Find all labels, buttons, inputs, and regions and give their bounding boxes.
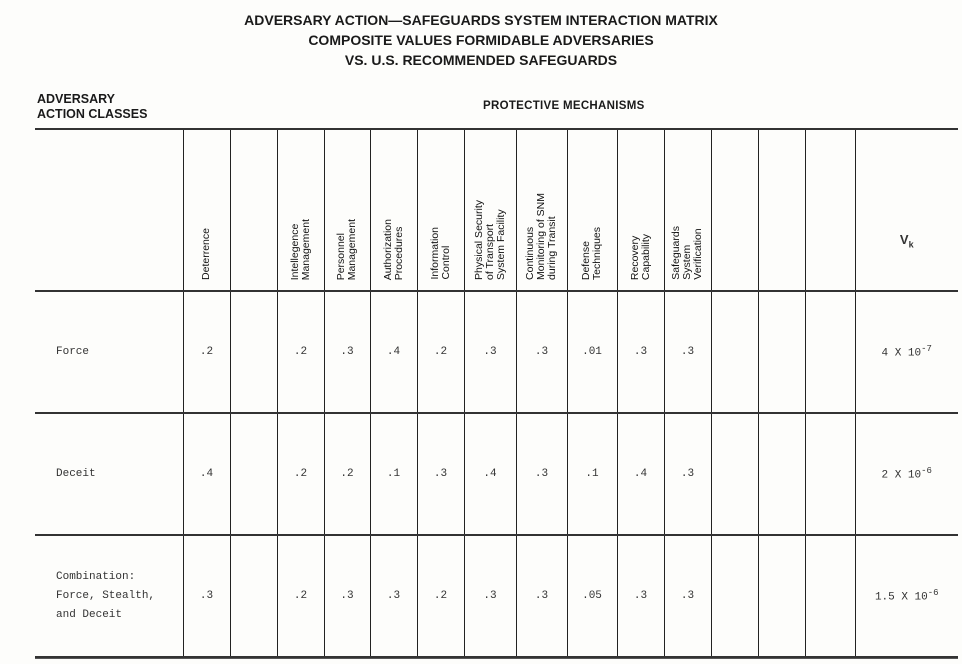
vk-exponent: -6 bbox=[921, 466, 932, 477]
header-blank bbox=[35, 129, 183, 291]
title-line-3: VS. U.S. RECOMMENDED SAFEGUARDS bbox=[344, 52, 618, 68]
row-axis-label-line-2: ACTION CLASSES bbox=[37, 107, 148, 121]
matrix-cell bbox=[758, 291, 805, 413]
column-header-label: Safeguards System Verification bbox=[670, 226, 704, 280]
row-axis-label bbox=[37, 92, 147, 122]
vk-exponent: -7 bbox=[921, 344, 932, 355]
row-axis-label-line-1: ADVERSARY bbox=[37, 92, 116, 106]
matrix-cell bbox=[758, 535, 805, 657]
column-header bbox=[183, 129, 230, 291]
column-header bbox=[324, 129, 370, 291]
column-header-label: Intellegence Management bbox=[288, 218, 312, 280]
column-axis-label: PROTECTIVE MECHANISMS bbox=[483, 100, 645, 112]
matrix-cell bbox=[805, 291, 855, 413]
matrix-cell: .3 bbox=[183, 535, 230, 657]
document-title bbox=[0, 10, 962, 70]
column-header bbox=[516, 129, 567, 291]
title-line-2: COMPOSITE VALUES FORMIDABLE ADVERSARIES bbox=[308, 32, 654, 48]
matrix-cell: .2 bbox=[324, 413, 370, 535]
matrix-cell: .4 bbox=[370, 291, 417, 413]
matrix-cell: .3 bbox=[617, 535, 664, 657]
row-label: Force bbox=[35, 291, 183, 413]
vk-subscript: k bbox=[908, 240, 914, 250]
matrix-cell: .2 bbox=[277, 291, 324, 413]
matrix-cell bbox=[230, 535, 277, 657]
column-header bbox=[370, 129, 417, 291]
vk-cell bbox=[855, 413, 958, 535]
column-header bbox=[567, 129, 617, 291]
matrix-cell: .2 bbox=[183, 291, 230, 413]
column-header bbox=[277, 129, 324, 291]
matrix-cell: .3 bbox=[617, 291, 664, 413]
matrix-cell bbox=[711, 291, 758, 413]
matrix-cell: .2 bbox=[417, 535, 464, 657]
matrix-cell: .3 bbox=[464, 535, 516, 657]
column-header-label: Physical Security of Transport System Facility bbox=[472, 200, 507, 280]
matrix-cell: .3 bbox=[324, 291, 370, 413]
column-header bbox=[417, 129, 464, 291]
vk-exponent: -6 bbox=[927, 588, 939, 599]
matrix-cell bbox=[711, 413, 758, 535]
table-row bbox=[35, 535, 958, 657]
column-header-label: Deterrence bbox=[200, 228, 212, 280]
column-header bbox=[758, 129, 805, 291]
matrix-cell: .3 bbox=[516, 413, 567, 535]
matrix-cell bbox=[230, 413, 277, 535]
column-header-label: Personnel Management bbox=[335, 218, 358, 280]
matrix-cell bbox=[805, 413, 855, 535]
row-label: Deceit bbox=[35, 413, 183, 535]
matrix-cell: .3 bbox=[324, 535, 370, 657]
matrix-cell: .2 bbox=[277, 535, 324, 657]
vk-header bbox=[855, 129, 958, 291]
vk-cell bbox=[855, 291, 958, 413]
matrix-cell: .4 bbox=[617, 413, 664, 535]
matrix-cell: .3 bbox=[464, 291, 516, 413]
matrix-cell: .3 bbox=[417, 413, 464, 535]
header-row bbox=[35, 129, 958, 291]
matrix-cell: .1 bbox=[567, 413, 617, 535]
matrix-cell: .3 bbox=[664, 535, 711, 657]
vk-symbol: V bbox=[899, 232, 909, 248]
column-header-label: Recovery Capability bbox=[628, 233, 652, 280]
vk-cell bbox=[855, 535, 958, 657]
column-header bbox=[230, 129, 277, 291]
interaction-matrix bbox=[35, 128, 958, 658]
matrix-cell: .4 bbox=[183, 413, 230, 535]
matrix-cell bbox=[711, 535, 758, 657]
matrix-cell bbox=[230, 291, 277, 413]
matrix-cell: .1 bbox=[370, 413, 417, 535]
vk-mantissa: 4 X 10 bbox=[881, 347, 922, 360]
title-line-1: ADVERSARY ACTION—SAFEGUARDS SYSTEM INTERACTION MATRIX bbox=[244, 12, 718, 28]
column-header bbox=[711, 129, 758, 291]
row-label: Combination: Force, Stealth, and Deceit bbox=[35, 535, 183, 657]
matrix-cell: .3 bbox=[516, 535, 567, 657]
bottom-rule bbox=[35, 658, 958, 659]
column-header bbox=[464, 129, 516, 291]
column-header bbox=[664, 129, 711, 291]
matrix-cell: .3 bbox=[664, 291, 711, 413]
table-row bbox=[35, 413, 958, 535]
column-header-label: Authorization Procedures bbox=[381, 218, 405, 280]
column-header-label: Defense Techniques bbox=[580, 226, 603, 280]
table-row bbox=[35, 291, 958, 413]
matrix-cell bbox=[758, 413, 805, 535]
matrix-cell: .2 bbox=[277, 413, 324, 535]
matrix-cell: .3 bbox=[370, 535, 417, 657]
column-header-label: Information Control bbox=[428, 227, 452, 280]
vk-mantissa: 2 X 10 bbox=[881, 469, 922, 482]
column-header-label: Continuous Monitoring of SNM during Transit bbox=[524, 193, 558, 280]
column-header bbox=[805, 129, 855, 291]
matrix-cell: .01 bbox=[567, 291, 617, 413]
vk-mantissa: 1.5 X 10 bbox=[874, 591, 928, 604]
matrix-cell: .2 bbox=[417, 291, 464, 413]
column-header bbox=[617, 129, 664, 291]
matrix-cell: .4 bbox=[464, 413, 516, 535]
matrix-cell: .3 bbox=[516, 291, 567, 413]
matrix-cell: .3 bbox=[664, 413, 711, 535]
matrix-cell: .05 bbox=[567, 535, 617, 657]
matrix-cell bbox=[805, 535, 855, 657]
